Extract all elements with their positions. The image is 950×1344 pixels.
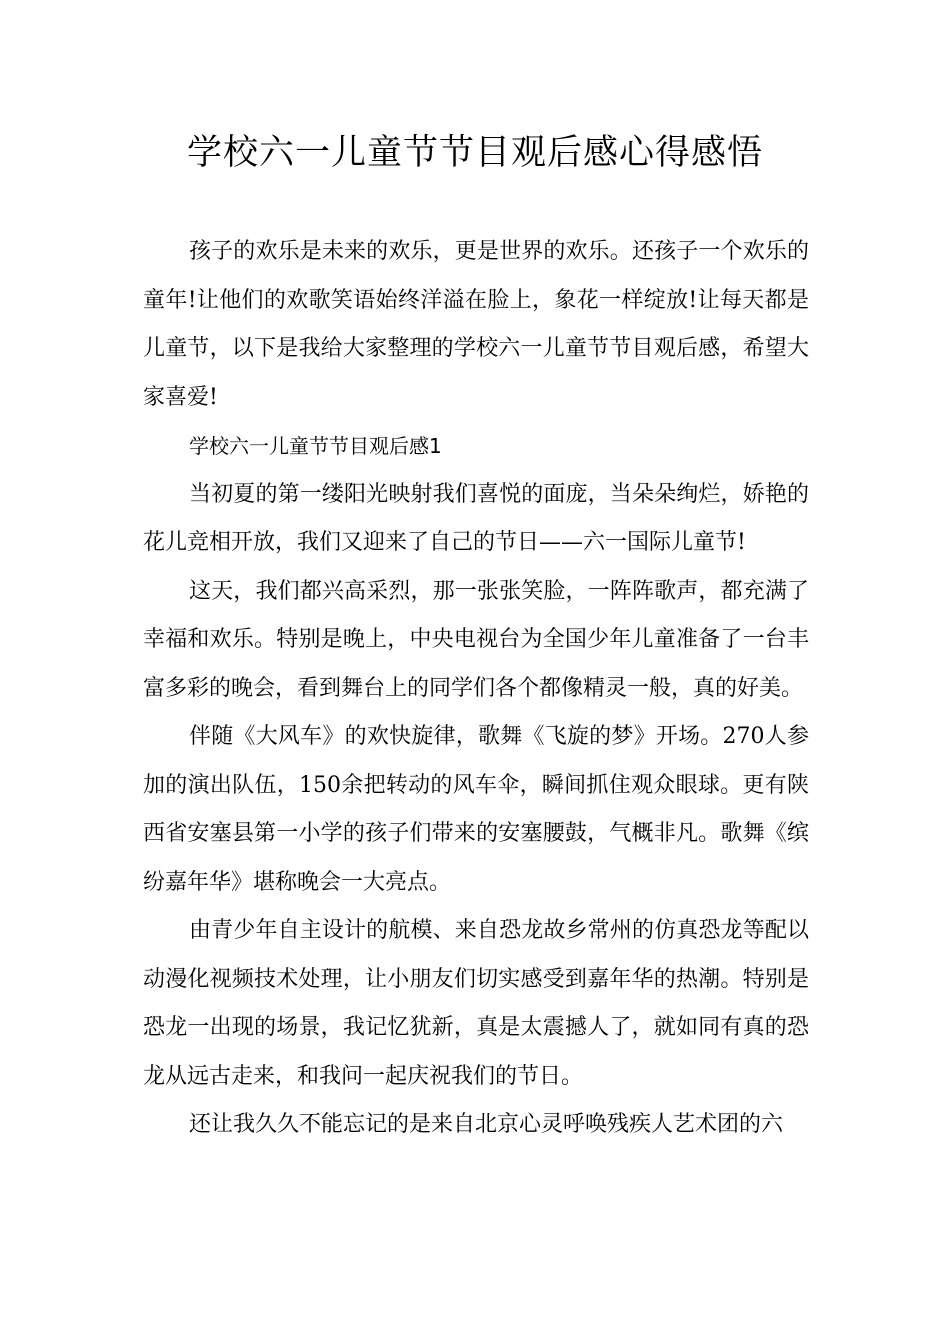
- document-body: [143, 228, 809, 1150]
- paragraph-intro: 孩子的欢乐是未来的欢乐，更是世界的欢乐。还孩子一个欢乐的童年!让他们的欢歌笑语始终洋溢在脸上，象花一样绽放!让每天都是儿童节，以下是我给大家整理的学校六一儿童节节目观后感，希望大家喜爱!: [143, 239, 809, 410]
- paragraph-2: 这天，我们都兴高采烈，那一张张笑脸，一阵阵歌声，都充满了幸福和欢乐。特别是晚上，中央电视台为全国少年儿童准备了一台丰富多彩的晚会，看到舞台上的同学们各个都像精灵一般，真的好美。: [143, 578, 809, 701]
- section-heading: 学校六一儿童节节目观后感1: [189, 434, 442, 458]
- paragraph-5: 还让我久久不能忘记的是来自北京心灵呼唤残疾人艺术团的六: [189, 1112, 784, 1137]
- paragraph-4: 由青少年自主设计的航模、来自恐龙故乡常州的仿真恐龙等配以动漫化视频技术处理，让小朋友们切实感受到嘉年华的热潮。特别是恐龙一出现的场景，我记忆犹新，真是太震撼人了，就如同有真的恐龙从远古走来，和我问一起庆祝我们的节日。: [143, 918, 809, 1089]
- document-title: 学校六一儿童节节目观后感心得感悟: [186, 133, 763, 173]
- paragraph-3: 伴随《大风车》的欢快旋律，歌舞《飞旋的梦》开场。270人参加的演出队伍，150余把转动的风车伞，瞬间抓住观众眼球。更有陕西省安塞县第一小学的孩子们带来的安塞腰鼓，气概非凡。歌舞《缤纷嘉年华》堪称晚会一大亮点。: [143, 724, 809, 895]
- paragraph-1: 当初夏的第一缕阳光映射我们喜悦的面庞，当朵朵绚烂，娇艳的花儿竞相开放，我们又迎来了自己的节日——六一国际儿童节!: [143, 481, 809, 555]
